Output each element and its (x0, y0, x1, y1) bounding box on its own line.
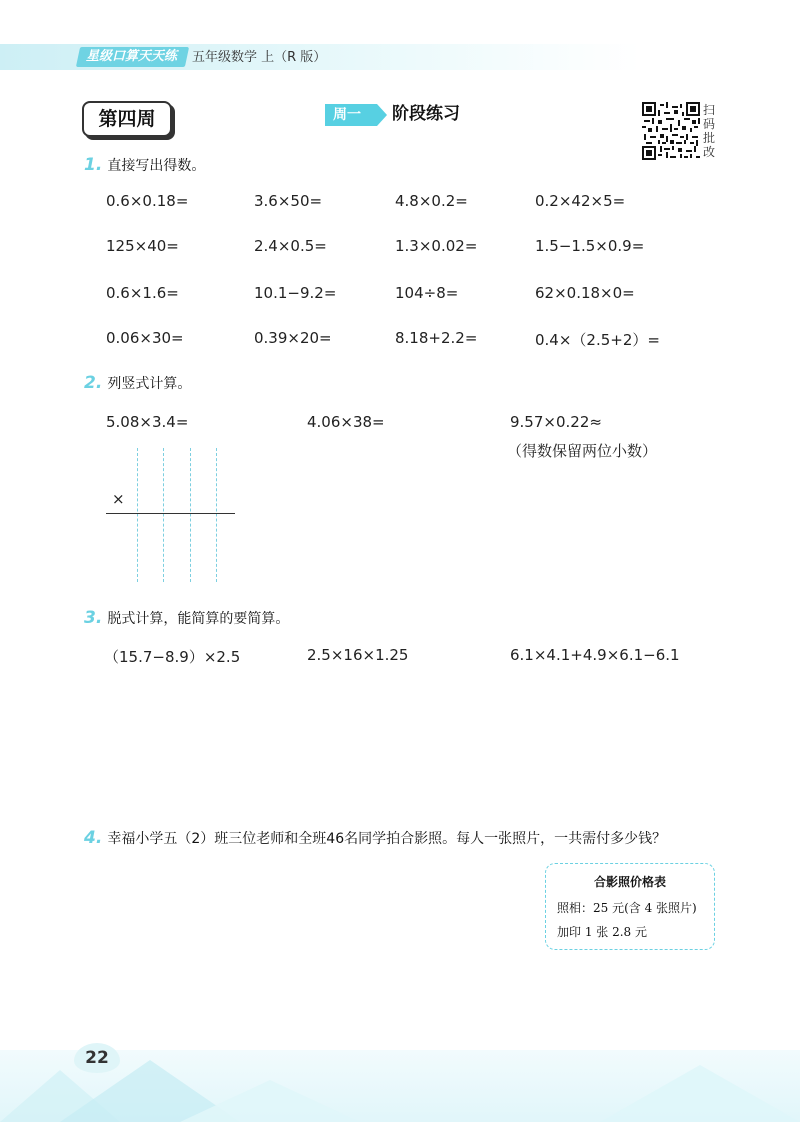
s3-problem: （15.7−8.9）×2.5 (104, 648, 241, 666)
s1-problem: 1.3×0.02= (395, 237, 478, 255)
calc-underline (106, 513, 235, 514)
section3-title: 脱式计算，能简算的要简算。 (107, 611, 290, 627)
qr-code-icon[interactable] (642, 102, 700, 160)
s1-problem: 104÷8= (395, 284, 459, 302)
section1-number: 1. (84, 155, 103, 175)
s1-problem: 10.1−9.2= (254, 284, 337, 302)
day-title: 阶段练习 (392, 104, 460, 124)
week-badge: 第四周 (82, 101, 172, 137)
s1-problem: 3.6×50= (254, 192, 323, 210)
day-tag-arrow (377, 104, 387, 126)
digit-guide-line (137, 448, 138, 582)
section3-number: 3. (84, 608, 103, 628)
section2-title: 列竖式计算。 (107, 376, 192, 392)
book-subtitle: 五年级数学 上（R 版） (192, 50, 327, 65)
s1-problem: 0.6×1.6= (106, 284, 179, 302)
section4-heading (84, 828, 666, 848)
qr-label: 扫码批改 (703, 103, 716, 159)
section3-heading (84, 608, 289, 628)
s2-problem: 9.57×0.22≈ (510, 413, 602, 431)
s1-problem: 4.8×0.2= (395, 192, 468, 210)
section1-heading (84, 155, 205, 175)
price-table (545, 863, 715, 950)
page-number: 22 (85, 1048, 109, 1068)
section2-heading (84, 373, 191, 393)
section4-title: 幸福小学五（2）班三位老师和全班46名同学拍合影照。每人一张照片，一共需付多少钱？ (107, 831, 667, 847)
s3-problem: 2.5×16×1.25 (307, 646, 409, 664)
s1-problem: 8.18+2.2= (395, 329, 478, 347)
s1-problem: 0.4×（2.5+2）= (535, 331, 660, 349)
s1-problem: 2.4×0.5= (254, 237, 327, 255)
price-line-photo: 照相：25 元(含 4 张照片) (557, 901, 697, 915)
digit-guide-line (163, 448, 164, 582)
price-table-title: 合影照价格表 (593, 875, 666, 889)
digit-guide-line (190, 448, 191, 582)
s1-problem: 0.39×20= (254, 329, 332, 347)
s1-problem: 1.5−1.5×0.9= (535, 237, 645, 255)
section4-number: 4. (84, 828, 103, 848)
price-line-extra: 加印 1 张 2.8 元 (557, 925, 647, 939)
s1-problem: 62×0.18×0= (535, 284, 635, 302)
s2-problem: 4.06×38= (307, 413, 385, 431)
rounding-note: （得数保留两位小数） (507, 442, 658, 460)
s1-problem: 125×40= (106, 237, 179, 255)
s1-problem: 0.06×30= (106, 329, 184, 347)
digit-guide-line (216, 448, 217, 582)
s1-problem: 0.6×0.18= (106, 192, 189, 210)
s3-problem: 6.1×4.1+4.9×6.1−6.1 (510, 646, 680, 664)
footer-mountains (0, 1040, 800, 1122)
s1-problem: 0.2×42×5= (535, 192, 626, 210)
brand-label: 星级口算天天练 (76, 47, 189, 67)
s2-problem: 5.08×3.4= (106, 413, 189, 431)
section2-number: 2. (84, 373, 103, 393)
times-sign: × (112, 490, 125, 508)
section1-title: 直接写出得数。 (107, 158, 206, 174)
day-tag: 周一 (325, 104, 377, 126)
